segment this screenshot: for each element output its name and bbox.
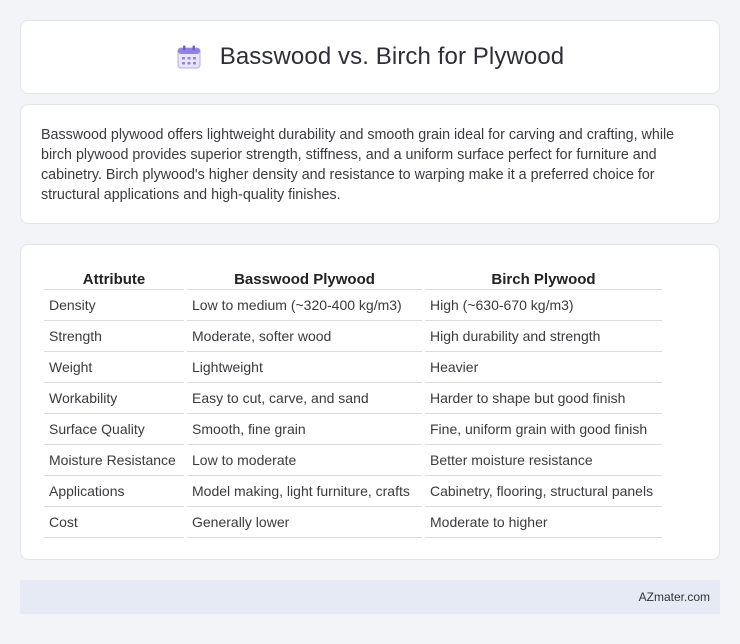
cell-birch: Cabinetry, flooring, structural panels xyxy=(425,476,662,507)
cell-attribute: Density xyxy=(44,290,184,321)
cell-attribute: Workability xyxy=(44,383,184,414)
title-wrap xyxy=(176,43,564,71)
intro-card xyxy=(20,104,720,224)
cell-basswood: Moderate, softer wood xyxy=(187,321,422,352)
table-row xyxy=(44,352,662,383)
cell-birch: Fine, uniform grain with good finish xyxy=(425,414,662,445)
header-birch: Birch Plywood xyxy=(425,265,662,290)
cell-birch: Moderate to higher xyxy=(425,507,662,538)
cell-basswood: Low to medium (~320-400 kg/m3) xyxy=(187,290,422,321)
header-basswood: Basswood Plywood xyxy=(187,265,422,290)
cell-basswood: Model making, light furniture, crafts xyxy=(187,476,422,507)
cell-attribute: Applications xyxy=(44,476,184,507)
page-title: Basswood vs. Birch for Plywood xyxy=(219,43,565,70)
footer-bar xyxy=(20,580,720,614)
calendar-icon xyxy=(176,44,202,70)
cell-basswood: Low to moderate xyxy=(187,445,422,476)
table-header-row xyxy=(44,265,662,290)
cell-birch: High (~630-670 kg/m3) xyxy=(425,290,662,321)
cell-basswood: Smooth, fine grain xyxy=(187,414,422,445)
cell-birch: Harder to shape but good finish xyxy=(425,383,662,414)
cell-attribute: Cost xyxy=(44,507,184,538)
cell-birch: Heavier xyxy=(425,352,662,383)
table-row xyxy=(44,476,662,507)
table-row xyxy=(44,414,662,445)
table-row xyxy=(44,383,662,414)
cell-attribute: Moisture Resistance xyxy=(44,445,184,476)
cell-attribute: Surface Quality xyxy=(44,414,184,445)
cell-birch: Better moisture resistance xyxy=(425,445,662,476)
table-card xyxy=(20,244,720,560)
cell-basswood: Generally lower xyxy=(187,507,422,538)
table-row xyxy=(44,290,662,321)
footer-site-link[interactable]: AZmater.com xyxy=(638,590,710,604)
header-attribute: Attribute xyxy=(44,265,184,290)
cell-basswood: Lightweight xyxy=(187,352,422,383)
cell-attribute: Weight xyxy=(44,352,184,383)
cell-birch: High durability and strength xyxy=(425,321,662,352)
comparison-table xyxy=(41,265,665,538)
cell-attribute: Strength xyxy=(44,321,184,352)
table-row xyxy=(44,507,662,538)
intro-paragraph: Basswood plywood offers lightweight durability and smooth grain ideal for carving and crafting, while birch plywood provides superior strength, stiffness, and a uniform surface perfect for furniture and cabinetry. Birch plywood's higher density and resistance to warping make it a preferred choice for structural applications and high-quality finishes. xyxy=(41,127,675,203)
title-card xyxy=(20,20,720,94)
table-row xyxy=(44,321,662,352)
cell-basswood: Easy to cut, carve, and sand xyxy=(187,383,422,414)
table-row xyxy=(44,445,662,476)
